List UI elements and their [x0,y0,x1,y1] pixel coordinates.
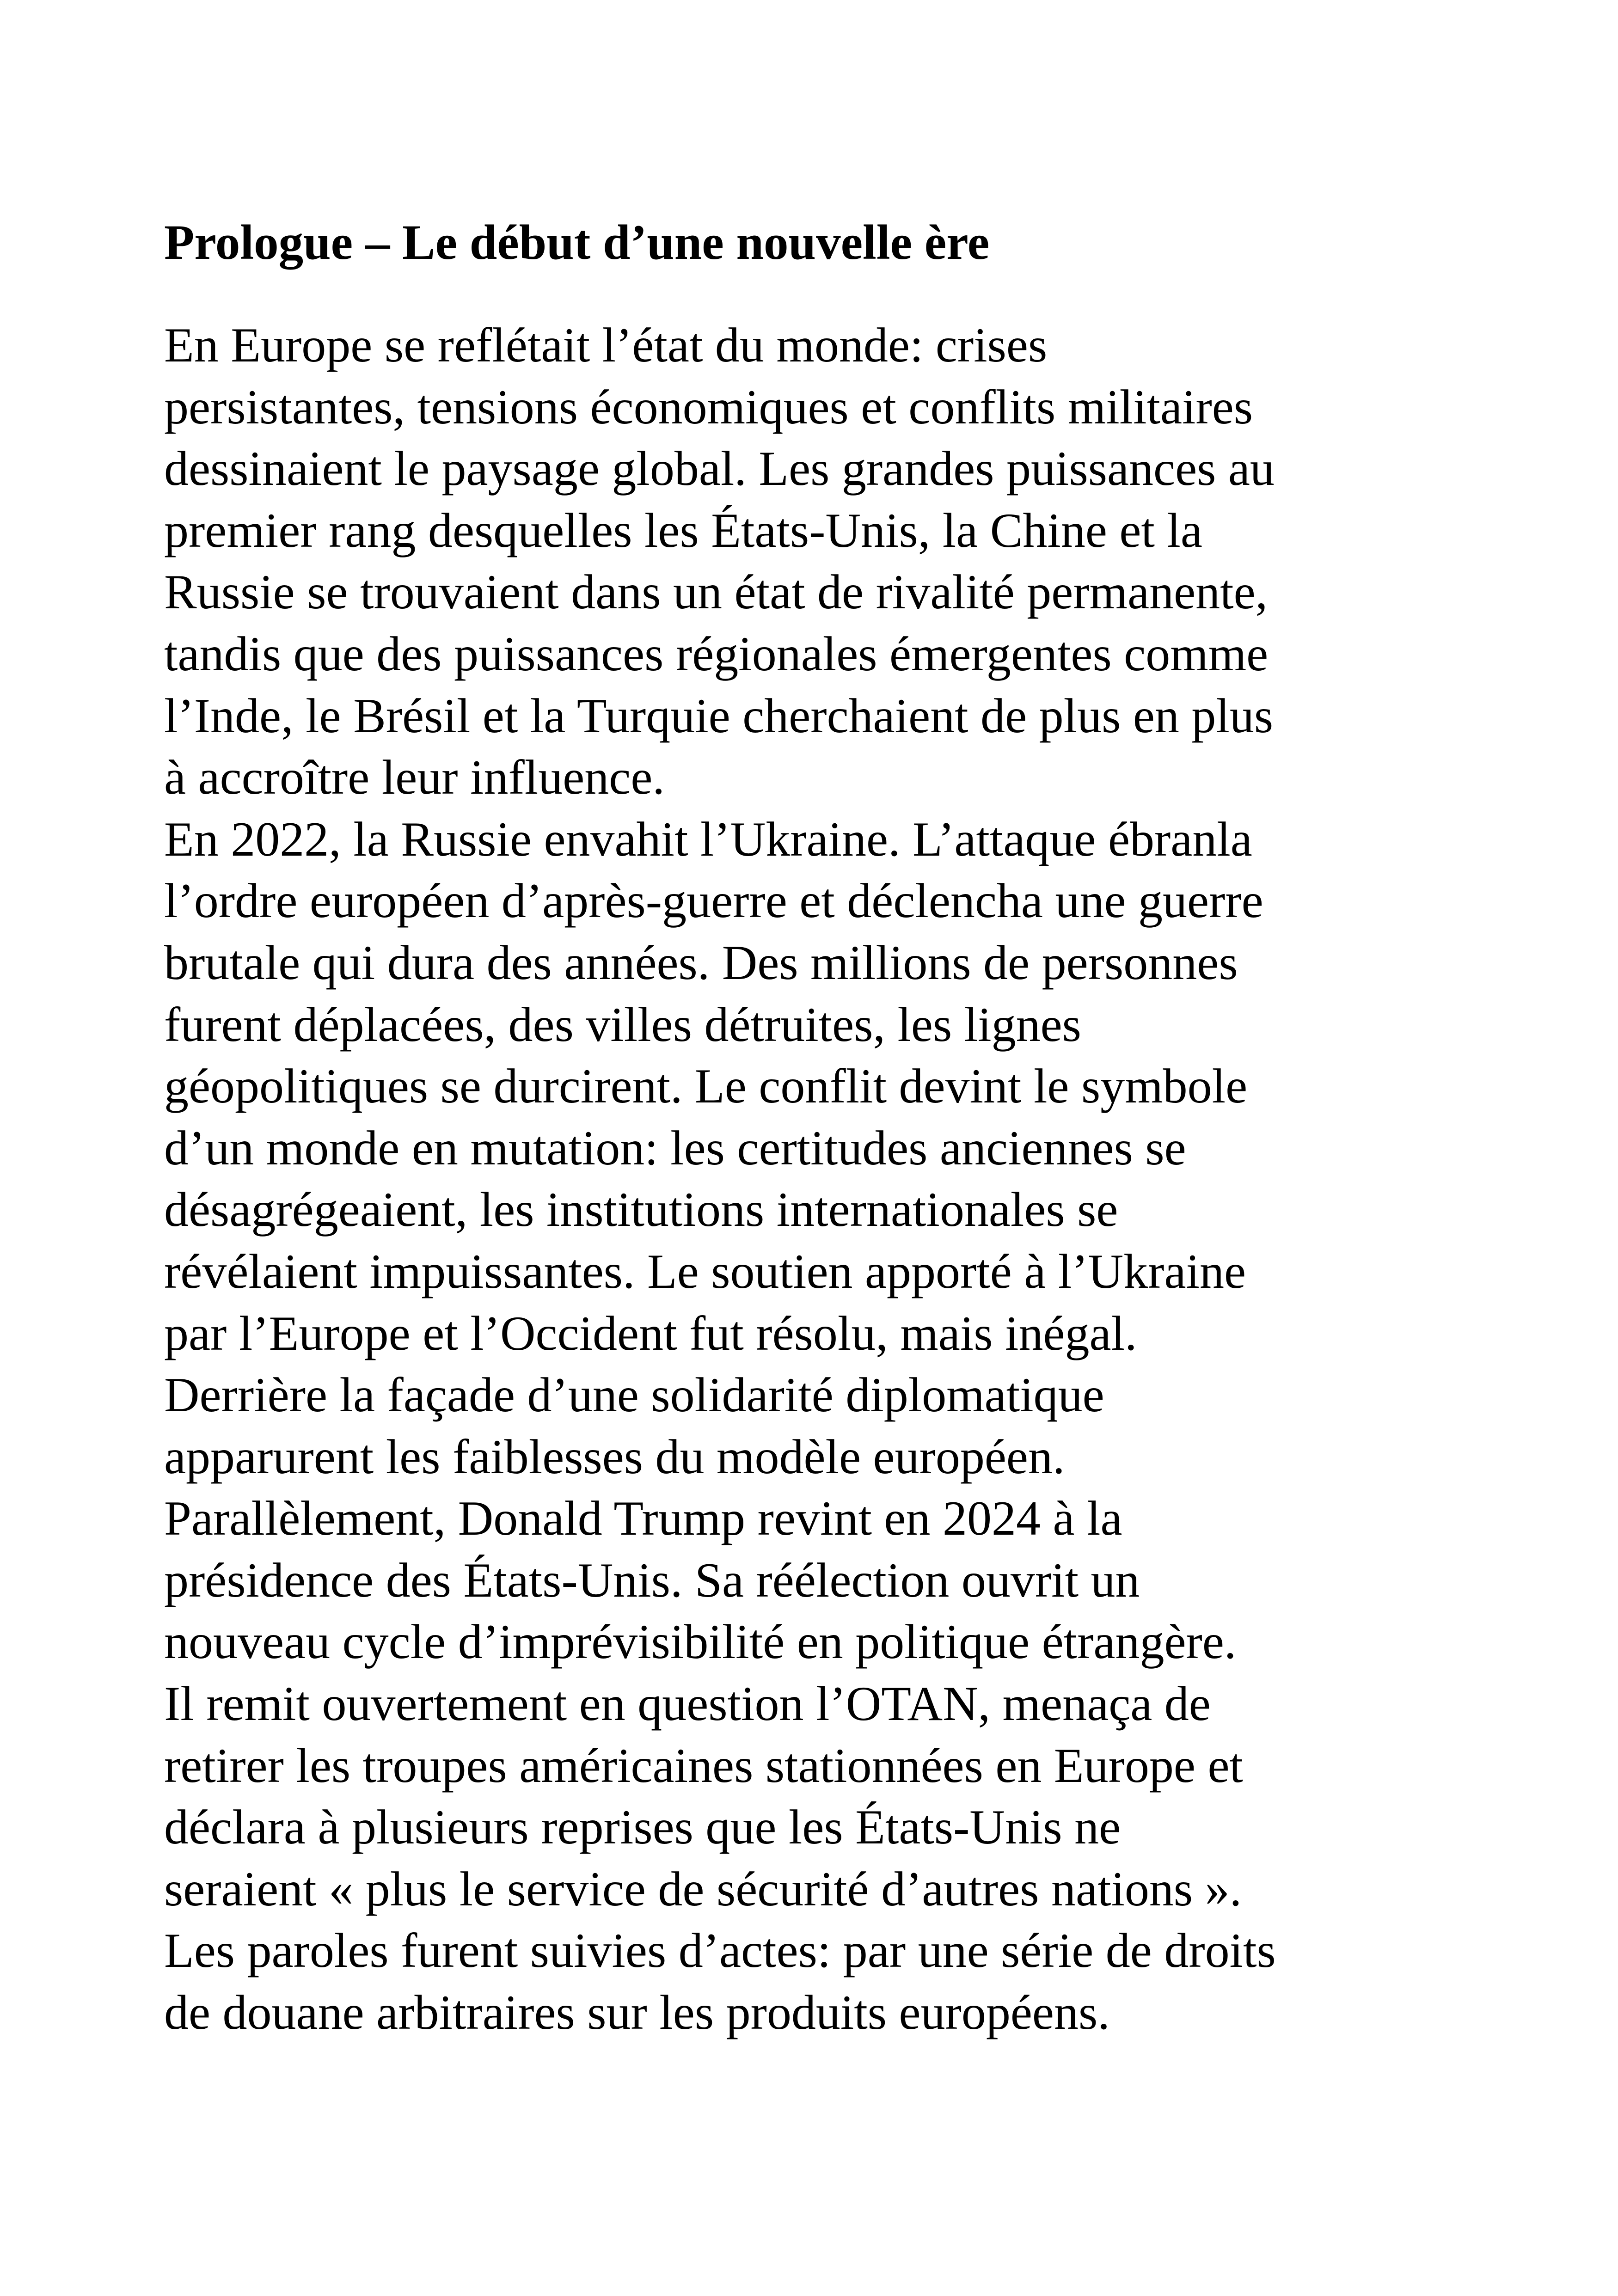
text-line: Derrière la façade d’une solidarité diplomatique [164,1368,1104,1422]
text-line: seraient « plus le service de sécurité d’autres nations ». [164,1861,1242,1916]
text-line: Parallèlement, Donald Trump revint en 2024 à la [164,1491,1122,1546]
text-line: géopolitiques se durcirent. Le conflit devint le symbole [164,1059,1248,1114]
text-line: révélaient impuissantes. Le soutien apporté à l’Ukraine [164,1244,1246,1298]
text-line: En Europe se reflétait l’état du monde: crises [164,318,1048,372]
text-line: tandis que des puissances régionales émergentes comme [164,626,1269,681]
text-line: désagrégeaient, les institutions internationales se [164,1182,1118,1237]
text-line: En 2022, la Russie envahit l’Ukraine. L’attaque ébranla [164,812,1252,866]
text-line: l’Inde, le Brésil et la Turquie cherchaient de plus en plus [164,688,1274,743]
text-line: de douane arbitraires sur les produits européens. [164,1985,1110,2040]
text-line: nouveau cycle d’imprévisibilité en politique étrangère. [164,1615,1237,1669]
text-line: Il remit ouvertement en question l’OTAN, menaça de [164,1677,1211,1731]
text-line: d’un monde en mutation: les certitudes anciennes se [164,1120,1186,1175]
text-line: à accroître leur influence. [164,750,665,805]
text-line: persistantes, tensions économiques et conflits militaires [164,380,1253,434]
text-line: retirer les troupes américaines stationnées en Europe et [164,1738,1243,1793]
text-line: déclara à plusieurs reprises que les États-Unis ne [164,1800,1121,1855]
text-line: furent déplacées, des villes détruites, les lignes [164,997,1081,1052]
text-line: premier rang desquelles les États-Unis, la Chine et la [164,503,1202,557]
text-line: brutale qui dura des années. Des millions de personnes [164,935,1238,990]
text-line: l’ordre européen d’après-guerre et déclencha une guerre [164,874,1263,928]
body-text [164,314,1440,2044]
text-line: dessinaient le paysage global. Les grandes puissances au [164,441,1275,496]
text-line: Les paroles furent suivies d’actes: par une série de droits [164,1923,1276,1978]
text-line: par l’Europe et l’Occident fut résolu, mais inégal. [164,1306,1137,1360]
text-line: apparurent les faiblesses du modèle européen. [164,1429,1065,1484]
text-line: Russie se trouvaient dans un état de rivalité permanente, [164,565,1268,619]
page-title: Prologue – Le début d’une nouvelle ère [164,215,990,270]
page-content [164,213,1440,2044]
text-line: présidence des États-Unis. Sa réélection ouvrit un [164,1553,1140,1607]
